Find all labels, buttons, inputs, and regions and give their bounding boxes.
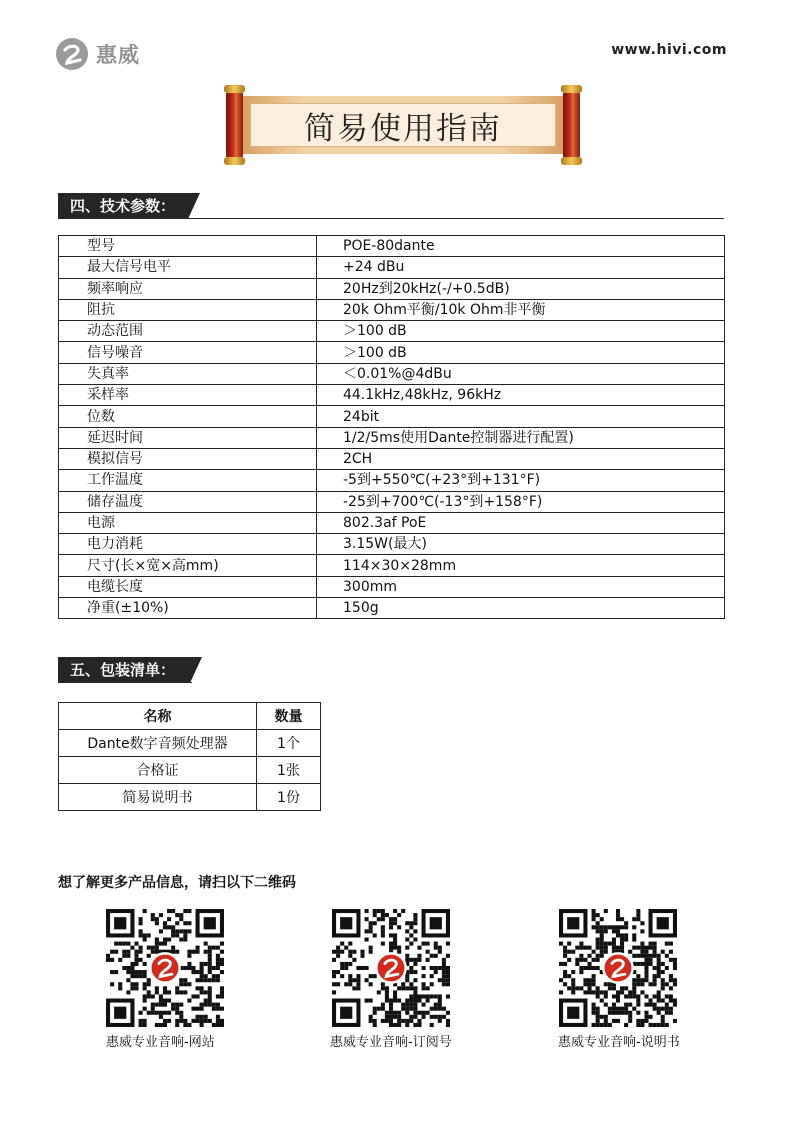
package-heading: 五、包装清单： — [58, 657, 190, 683]
spec-label: 电源 — [59, 512, 317, 533]
spec-row — [59, 342, 725, 363]
spec-row — [59, 321, 725, 342]
spec-row — [59, 512, 725, 533]
spec-label: 工作温度 — [59, 470, 317, 491]
scroll-roller-right — [563, 89, 580, 161]
package-row — [59, 784, 321, 811]
spec-value: -5到+550℃(+23°到+131°F) — [317, 470, 725, 491]
spec-label: 型号 — [59, 236, 317, 257]
spec-label: 电缆长度 — [59, 576, 317, 597]
spec-label: 储存温度 — [59, 491, 317, 512]
spec-label: 位数 — [59, 406, 317, 427]
spec-value: 802.3af PoE — [317, 512, 725, 533]
package-header-name: 名称 — [59, 703, 257, 730]
spec-row — [59, 576, 725, 597]
spec-value: 150g — [317, 598, 725, 619]
hivi-logo-icon — [56, 38, 88, 70]
spec-label: 电力消耗 — [59, 534, 317, 555]
spec-row — [59, 555, 725, 576]
package-item-qty: 1个 — [257, 730, 321, 757]
website-url: www.hivi.com — [611, 42, 727, 58]
qr-label-manual: 惠威专业音响-说明书 — [558, 1035, 680, 1050]
package-item-name: 简易说明书 — [59, 784, 257, 811]
spec-row — [59, 363, 725, 384]
spec-row — [59, 406, 725, 427]
specs-table — [58, 235, 725, 619]
spec-row — [59, 598, 725, 619]
spec-label: 最大信号电平 — [59, 257, 317, 278]
specs-heading-rule — [58, 218, 724, 219]
package-heading-rule — [58, 682, 192, 683]
scroll-roller-left — [226, 89, 243, 161]
spec-value: 20Hz到20kHz(-/+0.5dB) — [317, 278, 725, 299]
package-header-row — [59, 703, 321, 730]
package-header-qty: 数量 — [257, 703, 321, 730]
package-row — [59, 757, 321, 784]
spec-value: 114×30×28mm — [317, 555, 725, 576]
spec-label: 失真率 — [59, 363, 317, 384]
spec-row — [59, 491, 725, 512]
spec-row — [59, 299, 725, 320]
spec-row — [59, 534, 725, 555]
spec-value: POE-80dante — [317, 236, 725, 257]
spec-label: 净重(±10%) — [59, 598, 317, 619]
brand-name: 惠威 — [96, 43, 140, 67]
spec-row — [59, 470, 725, 491]
spec-value: ＜0.01%@4dBu — [317, 363, 725, 384]
spec-value: ＞100 dB — [317, 321, 725, 342]
spec-label: 动态范围 — [59, 321, 317, 342]
spec-value: 44.1kHz,48kHz, 96kHz — [317, 385, 725, 406]
spec-row — [59, 448, 725, 469]
spec-value: 300mm — [317, 576, 725, 597]
spec-row — [59, 257, 725, 278]
package-table — [58, 702, 321, 811]
spec-value: 3.15W(最大) — [317, 534, 725, 555]
qr-intro-text: 想了解更多产品信息，请扫以下二维码 — [58, 875, 296, 891]
title-banner — [222, 84, 584, 166]
spec-label: 延迟时间 — [59, 427, 317, 448]
qr-label-subscription: 惠威专业音响-订阅号 — [330, 1035, 452, 1050]
package-item-qty: 1份 — [257, 784, 321, 811]
spec-label: 信号噪音 — [59, 342, 317, 363]
package-item-qty: 1张 — [257, 757, 321, 784]
spec-value: +24 dBu — [317, 257, 725, 278]
spec-row — [59, 427, 725, 448]
spec-value: ＞100 dB — [317, 342, 725, 363]
qr-code-icon — [332, 909, 450, 1027]
spec-row — [59, 236, 725, 257]
spec-value: -25到+700℃(-13°到+158°F) — [317, 491, 725, 512]
package-item-name: Dante数字音频处理器 — [59, 730, 257, 757]
spec-label: 频率响应 — [59, 278, 317, 299]
spec-label: 模拟信号 — [59, 448, 317, 469]
brand-logo — [56, 38, 140, 70]
spec-value: 20k Ohm平衡/10k Ohm非平衡 — [317, 299, 725, 320]
scroll-paper — [242, 96, 564, 154]
spec-label: 采样率 — [59, 385, 317, 406]
page-title: 简易使用指南 — [304, 110, 502, 147]
specs-heading: 四、技术参数： — [58, 193, 188, 219]
spec-value: 1/2/5ms使用Dante控制器进行配置) — [317, 427, 725, 448]
qr-code-icon — [106, 909, 224, 1027]
spec-row — [59, 278, 725, 299]
package-row — [59, 730, 321, 757]
spec-label: 阻抗 — [59, 299, 317, 320]
spec-value: 2CH — [317, 448, 725, 469]
spec-row — [59, 385, 725, 406]
package-item-name: 合格证 — [59, 757, 257, 784]
qr-code-icon — [559, 909, 677, 1027]
spec-value: 24bit — [317, 406, 725, 427]
qr-label-website: 惠威专业音响-网站 — [106, 1035, 215, 1050]
spec-label: 尺寸(长×宽×高mm) — [59, 555, 317, 576]
